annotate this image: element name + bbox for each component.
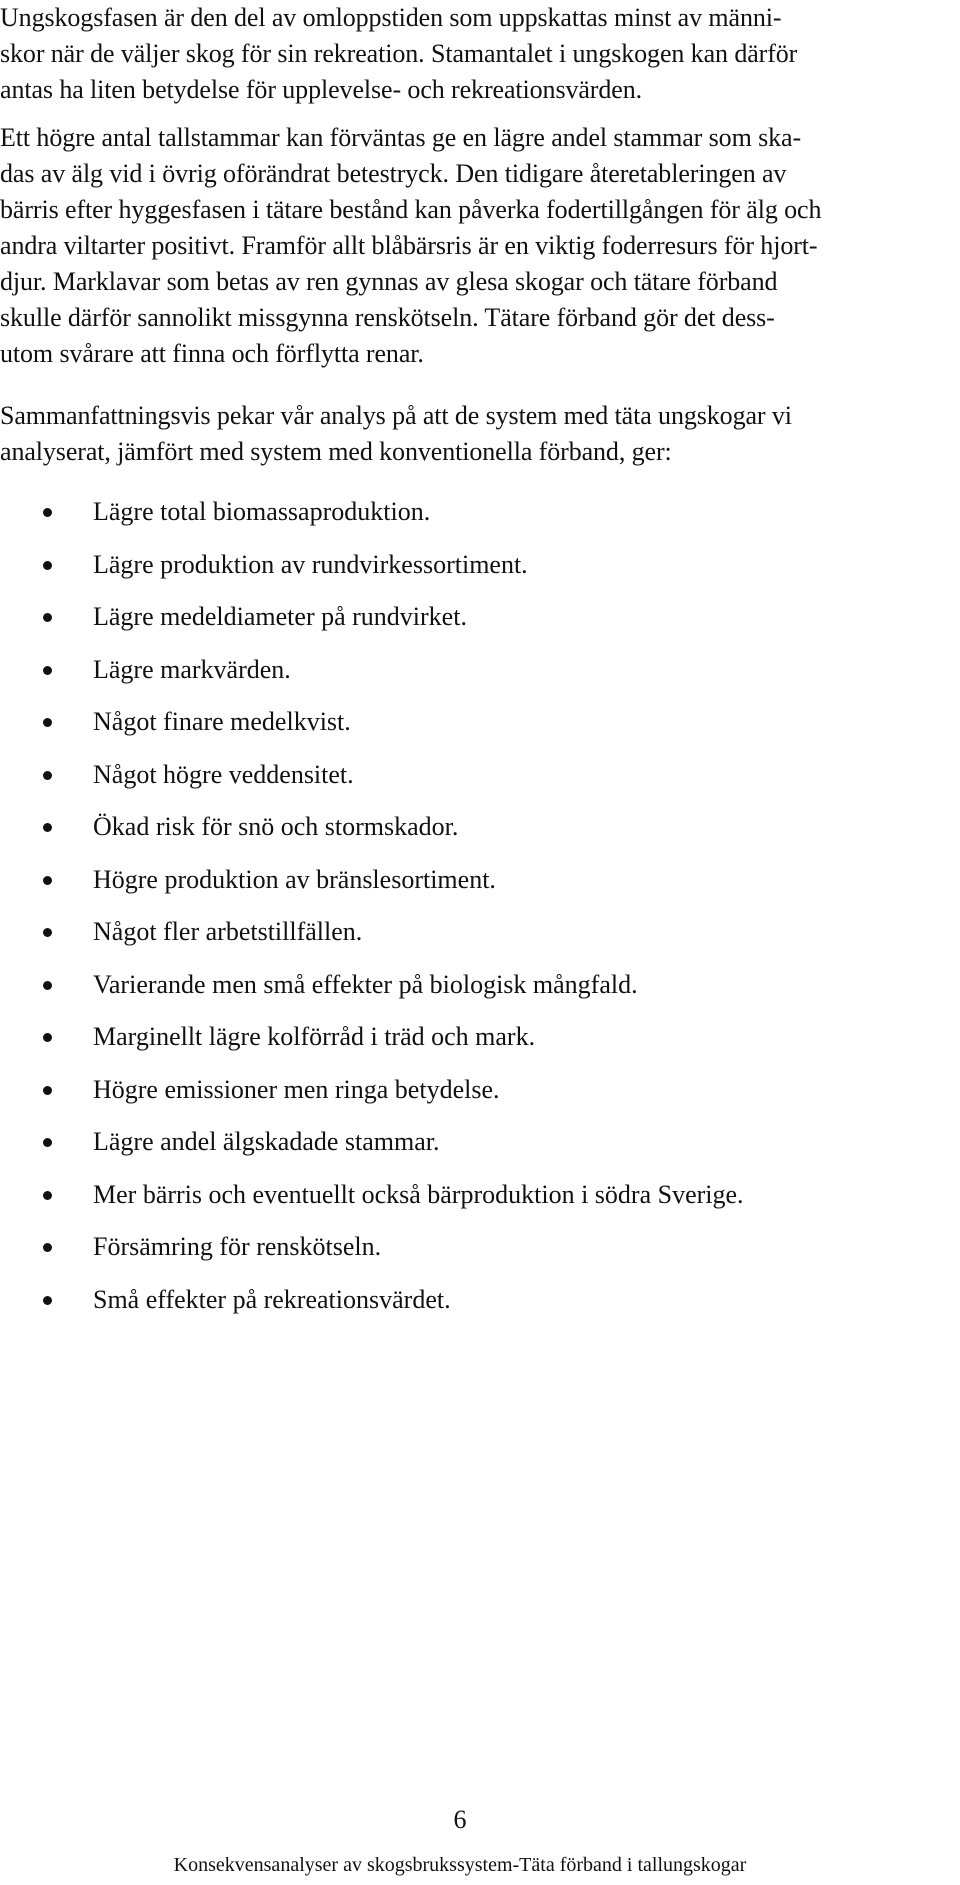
paragraph-line: das av älg vid i övrig oförändrat betestryck. Den tidigare återetableringen av	[0, 159, 787, 188]
bullet-icon	[43, 1033, 52, 1042]
page-footer: Konsekvensanalyser av skogsbrukssystem-Täta förband i tallungskogar	[173, 1854, 747, 1876]
list-item-text: Högre emissioner men ringa betydelse.	[93, 1074, 500, 1104]
bullet-icon	[43, 1086, 52, 1095]
bullet-icon	[43, 1138, 52, 1147]
bullet-icon	[43, 1296, 52, 1305]
list-item-text: Lägre markvärden.	[93, 654, 291, 684]
list-item	[0, 1068, 952, 1121]
list-item-text: Försämring för renskötseln.	[93, 1232, 382, 1261]
bullet-icon	[43, 771, 52, 780]
list-item-text: Lägre total biomassaproduktion.	[93, 497, 431, 526]
bullet-icon	[43, 666, 52, 675]
paragraph-line: Ett högre antal tallstammar kan förväntas ge en lägre andel stammar som ska-	[0, 123, 802, 152]
paragraph-line: analyserat, jämfört med system med konventionella förband, ger:	[0, 437, 672, 466]
list-item-text: Något högre veddensitet.	[93, 759, 354, 789]
list-item-text: Lägre medeldiameter på rundvirket.	[93, 602, 467, 631]
list-item-text: Små effekter på rekreationsvärdet.	[93, 1284, 451, 1314]
bullet-icon	[43, 613, 52, 622]
list-item-text: Högre produktion av bränslesortiment.	[93, 864, 496, 894]
list-item-text: Lägre andel älgskadade stammar.	[93, 1127, 440, 1156]
list-item	[0, 805, 952, 858]
list-item-text: Något fler arbetstillfällen.	[93, 917, 363, 946]
bullet-icon	[43, 928, 52, 937]
paragraph-line: djur. Marklavar som betas av ren gynnas av glesa skogar och tätare förband	[0, 267, 778, 296]
summary-bullet-list	[0, 490, 952, 1330]
list-item	[0, 1225, 952, 1278]
list-item	[0, 910, 952, 963]
list-item-text: Mer bärris och eventuellt också bärproduktion i södra Sverige.	[93, 1179, 744, 1209]
paragraph-line: andra viltarter positivt. Framför allt blåbärsris är en viktig foderresurs för hjort-	[0, 231, 818, 260]
list-item-text: Marginellt lägre kolförråd i träd och mark.	[93, 1022, 536, 1051]
list-item-text: Något finare medelkvist.	[93, 707, 351, 736]
list-item	[0, 490, 952, 543]
paragraph-line: Sammanfattningsvis pekar vår analys på att de system med täta ungskogar vi	[0, 401, 792, 430]
bullet-icon	[43, 561, 52, 570]
paragraph-line: skor när de väljer skog för sin rekreation. Stamantalet i ungskogen kan därför	[0, 39, 798, 68]
paragraph-recreation	[0, 0, 952, 108]
bullet-icon	[43, 508, 52, 517]
paragraph-wildlife	[0, 120, 952, 372]
bullet-icon	[43, 876, 52, 885]
list-item	[0, 963, 952, 1016]
list-item	[0, 648, 952, 701]
list-item	[0, 543, 952, 596]
bullet-icon	[43, 1191, 52, 1200]
bullet-icon	[43, 823, 52, 832]
list-item	[0, 753, 952, 806]
list-item	[0, 1173, 952, 1226]
list-item	[0, 700, 952, 753]
page-number: 6	[453, 1805, 467, 1834]
bullet-icon	[43, 718, 52, 727]
list-item	[0, 1015, 952, 1068]
paragraph-line: Ungskogsfasen är den del av omloppstiden som uppskattas minst av männi-	[0, 3, 782, 32]
paragraph-line: skulle därför sannolikt missgynna renskötseln. Tätare förband gör det dess-	[0, 303, 775, 332]
list-item	[0, 1278, 952, 1331]
list-item-text: Ökad risk för snö och stormskador.	[93, 812, 459, 841]
paragraph-summary	[0, 398, 952, 470]
bullet-icon	[43, 1243, 52, 1252]
list-item-text: Varierande men små effekter på biologisk mångfald.	[93, 969, 638, 999]
paragraph-line: bärris efter hyggesfasen i tätare bestånd kan påverka fodertillgången för älg och	[0, 195, 822, 224]
paragraph-line: antas ha liten betydelse för upplevelse- och rekreationsvärden.	[0, 75, 642, 104]
paragraph-line: utom svårare att finna och förflytta renar.	[0, 339, 424, 368]
bullet-icon	[43, 981, 52, 990]
list-item-text: Lägre produktion av rundvirkessortiment.	[93, 549, 528, 579]
list-item	[0, 858, 952, 911]
list-item	[0, 595, 952, 648]
list-item	[0, 1120, 952, 1173]
